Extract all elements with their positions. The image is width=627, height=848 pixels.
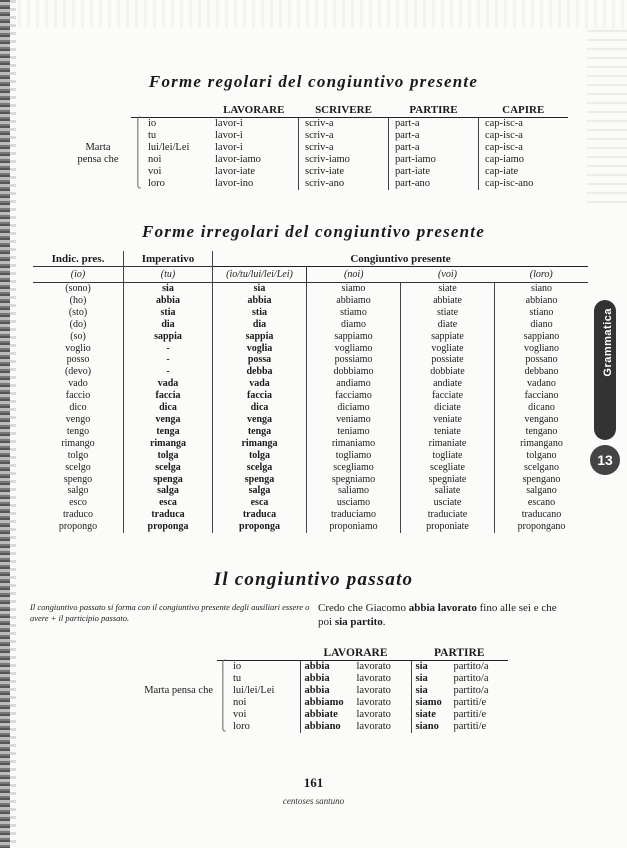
conjugation-cell: abbiate (401, 295, 495, 307)
example-text-3: . (382, 616, 386, 628)
conjugation-cell: siano (530, 283, 553, 294)
conjugation-cell: facciate (401, 390, 495, 402)
verb-form: part-a (389, 142, 479, 154)
conjugation-cell: propongano (517, 521, 566, 533)
table-row (118, 685, 508, 697)
brace-cell: ⎪ (134, 142, 142, 153)
conjugation-cell: tengo (33, 426, 124, 438)
verb-form: part-iate (389, 166, 479, 178)
conjugation-cell: (devo) (33, 366, 124, 378)
table-row (65, 178, 568, 190)
participle-partire: partiti/e (453, 721, 487, 732)
conjugation-cell: diamo (307, 319, 401, 331)
conjugation-cell: proponga (239, 521, 280, 533)
conjugation-cell: proponiamo (307, 521, 401, 533)
pronoun: io (148, 118, 157, 129)
table-row (118, 661, 508, 674)
intro-cell: Marta pensa che (144, 685, 213, 696)
table-row (65, 142, 568, 154)
conjugation-cell: tolgano (526, 449, 557, 461)
conjugation-cell: dicano (528, 402, 555, 414)
participle-lavorare: lavorato (356, 673, 391, 684)
conjugation-cell: tolgo (33, 450, 124, 462)
conjugation-cell: voglio (33, 343, 124, 355)
conjugation-cell: salga (248, 485, 271, 497)
table-row (33, 509, 588, 521)
conjugation-cell: siate (401, 283, 495, 295)
participle-partire: partito/a (453, 685, 489, 696)
pronoun: noi (233, 697, 247, 708)
conjugation-cell: (so) (33, 331, 124, 343)
section1-title: Forme regolari del congiuntivo presente (148, 72, 479, 91)
passato-note: Il congiuntivo passato si forma con il congiuntivo presente degli ausiliari essere o avere + il participio passato. (30, 602, 310, 623)
conjugation-cell: - (124, 343, 213, 355)
conjugation-cell: traduca (242, 509, 277, 521)
conjugation-cell: facciano (524, 390, 559, 402)
example-text-1: Credo che Giacomo (318, 602, 409, 614)
conjugation-cell: traduco (33, 509, 124, 521)
verb-form: lavor-i (215, 118, 243, 129)
conjugation-cell: venga (247, 413, 272, 425)
conjugation-cell: spenga (244, 473, 275, 485)
passato-table (118, 645, 508, 733)
section3-title: Il congiuntivo passato (213, 569, 414, 590)
conjugation-cell: diciamo (307, 402, 401, 414)
table-row (33, 343, 588, 355)
conjugation-cell: vogliate (401, 343, 495, 355)
verb-form: part-a (389, 118, 479, 131)
aux-essere: sia (411, 673, 452, 685)
brace-cell: ⎪ (219, 673, 227, 684)
header-lavorare: LAVORARE (209, 103, 299, 118)
conjugation-cell: scelga (124, 462, 213, 474)
aux-avere: abbiano (300, 721, 355, 733)
intro-cell: pensa che (77, 154, 119, 165)
conjugation-cell: dobbiate (401, 366, 495, 378)
conjugation-cell: proponiate (401, 521, 495, 533)
conjugation-cell: spegniate (401, 474, 495, 486)
section2-title: Forme irregolari del congiuntivo presente (142, 222, 485, 241)
conjugation-cell: possano (525, 354, 558, 366)
conjugation-cell: stia (252, 306, 267, 318)
aux-essere: siamo (411, 697, 452, 709)
conjugation-cell: scegliate (401, 462, 495, 474)
brace-cell: ⎩ (219, 721, 227, 732)
aux-avere: abbia (300, 685, 355, 697)
table-row (65, 154, 568, 166)
conjugation-cell: usciamo (307, 497, 401, 509)
conjugation-cell: propongo (33, 521, 124, 533)
conjugation-cell: escano (527, 497, 556, 509)
subheader: (tu) (124, 267, 213, 283)
conjugation-cell: abbia (124, 295, 213, 307)
conjugation-cell: rimanga (124, 438, 213, 450)
participle-lavorare: lavorato (356, 697, 391, 708)
verb-form: scriv-a (299, 118, 389, 131)
conjugation-cell: - (124, 366, 213, 378)
brace-cell: ⎩ (134, 178, 142, 189)
conjugation-cell: saliamo (307, 485, 401, 497)
conjugation-cell: sia (124, 283, 213, 295)
conjugation-cell: vengo (33, 414, 124, 426)
participle-lavorare: lavorato (356, 709, 391, 720)
verb-form: part-iamo (389, 154, 479, 166)
table-row (33, 366, 588, 378)
header-indic-pres: Indic. pres. (33, 251, 124, 267)
brace-cell: ⎪ (134, 130, 142, 141)
table-row (118, 721, 508, 733)
table-row (33, 307, 588, 319)
intro-cell (118, 673, 217, 685)
scan-noise-top (0, 0, 627, 28)
conjugation-cell: stiamo (307, 307, 401, 319)
intro-cell (65, 178, 131, 190)
brace-cell: ⎪ (134, 154, 142, 165)
intro-cell (65, 166, 131, 178)
subheader: (io/tu/lui/lei/Lei) (213, 267, 307, 283)
conjugation-cell: rimangano (520, 437, 563, 449)
header-partire-passato: PARTIRE (411, 645, 508, 661)
conjugation-cell: voglia (246, 342, 273, 354)
conjugation-cell: abbiano (525, 294, 558, 306)
conjugation-cell: dico (33, 402, 124, 414)
header-imperativo: Imperativo (124, 251, 213, 267)
conjugation-cell: spengano (522, 473, 561, 485)
verb-form: scriv-a (299, 130, 389, 142)
conjugation-cell: togliamo (307, 450, 401, 462)
table-row (33, 331, 588, 343)
conjugation-cell: tenga (247, 425, 272, 437)
conjugation-cell: tenga (124, 426, 213, 438)
example-bold-2: sia partito (334, 616, 383, 628)
example-text-2: fino alle sei e che poi (318, 602, 557, 628)
aux-avere: abbia (300, 673, 355, 685)
conjugation-cell: (ho) (33, 295, 124, 307)
participle-lavorare: lavorato (356, 721, 391, 732)
pronoun: voi (148, 166, 162, 177)
intro-cell (118, 661, 217, 674)
conjugation-cell: - (124, 354, 213, 366)
subheader: (io) (33, 267, 124, 283)
conjugation-cell: (sono) (33, 283, 124, 295)
regular-forms-table (65, 103, 568, 190)
pronoun: lui/lei/Lei (148, 142, 190, 153)
conjugation-cell: siamo (307, 283, 401, 295)
aux-essere: siate (411, 709, 452, 721)
conjugation-cell: rimaniate (401, 438, 495, 450)
conjugation-cell: sappiate (401, 331, 495, 343)
verb-form: cap-isc-a (479, 118, 569, 131)
aux-essere: sia (411, 685, 452, 697)
table-row (118, 709, 508, 721)
pronoun: loro (233, 721, 250, 732)
conjugation-cell: saliate (401, 485, 495, 497)
brace-cell: ⎧ (134, 118, 142, 129)
conjugation-cell: vada (249, 378, 270, 390)
conjugation-cell: togliate (401, 450, 495, 462)
conjugation-cell: (sto) (33, 307, 124, 319)
header-lavorare-passato: LAVORARE (300, 645, 411, 661)
conjugation-cell: veniate (401, 414, 495, 426)
intro-cell (118, 721, 217, 733)
conjugation-cell: posso (33, 354, 124, 366)
conjugation-cell: salgo (33, 485, 124, 497)
conjugation-cell: possa (247, 354, 272, 366)
conjugation-cell: sappiamo (307, 331, 401, 343)
table-row (33, 378, 588, 390)
table-row (33, 521, 588, 533)
conjugation-cell: stia (124, 307, 213, 319)
verb-form: scriv-iamo (299, 154, 389, 166)
pronoun: tu (148, 130, 157, 141)
verb-form: part-ano (389, 178, 479, 190)
conjugation-cell: rimaniamo (307, 438, 401, 450)
book-spine-shadow (10, 0, 16, 848)
pronoun: loro (148, 178, 165, 189)
table-row (65, 118, 568, 131)
conjugation-cell: teniate (401, 426, 495, 438)
conjugation-cell: usciate (401, 497, 495, 509)
pronoun: tu (233, 673, 242, 684)
conjugation-cell: vado (33, 378, 124, 390)
conjugation-cell: tolga (124, 450, 213, 462)
participle-lavorare: lavorato (356, 685, 391, 696)
pronoun: voi (233, 709, 247, 720)
table-row (33, 426, 588, 438)
intro-cell (118, 709, 217, 721)
conjugation-cell: tengano (525, 425, 558, 437)
verb-form: scriv-ano (299, 178, 389, 190)
conjugation-cell: salga (124, 485, 213, 497)
conjugation-cell: esca (124, 497, 213, 509)
brace-cell: ⎪ (219, 685, 227, 696)
table-row (33, 438, 588, 450)
conjugation-cell: dobbiamo (307, 366, 401, 378)
conjugation-cell: vadano (527, 378, 556, 390)
table-row (33, 497, 588, 509)
scan-noise-right (587, 30, 627, 210)
conjugation-cell: (do) (33, 319, 124, 331)
conjugation-cell: veniamo (307, 414, 401, 426)
conjugation-cell: stiano (529, 306, 554, 318)
table-row (65, 130, 568, 142)
conjugation-cell: sappia (245, 330, 274, 342)
conjugation-cell: spegniamo (307, 474, 401, 486)
table-row (33, 474, 588, 486)
conjugation-cell: traduciamo (307, 509, 401, 521)
conjugation-cell: tolga (248, 449, 271, 461)
conjugation-cell: scelgo (33, 462, 124, 474)
conjugation-cell: spenga (124, 474, 213, 486)
table-row (33, 295, 588, 307)
conjugation-cell: stiate (401, 307, 495, 319)
table-row (118, 697, 508, 709)
intro-cell (118, 697, 217, 709)
conjugation-cell: andiate (401, 378, 495, 390)
brace-cell: ⎧ (219, 661, 227, 672)
conjugation-cell: proponga (124, 521, 213, 533)
pronoun: lui/lei/Lei (233, 685, 275, 696)
verb-form: scriv-iate (299, 166, 389, 178)
header-scrivere: SCRIVERE (299, 103, 389, 118)
conjugation-cell: vogliano (524, 342, 559, 354)
conjugation-cell: diano (530, 318, 553, 330)
aux-avere: abbiamo (300, 697, 355, 709)
intro-cell: Marta (85, 142, 111, 153)
intro-cell (65, 118, 131, 131)
table-row (33, 354, 588, 366)
conjugation-cell: traduciate (401, 509, 495, 521)
conjugation-cell: esca (250, 497, 269, 509)
page-number: 161 (303, 775, 324, 790)
conjugation-cell: scelgano (524, 461, 559, 473)
intro-cell (65, 130, 131, 142)
conjugation-cell: possiate (401, 354, 495, 366)
table-row (33, 450, 588, 462)
participle-lavorare: lavorato (356, 661, 391, 672)
subheader: (noi) (307, 267, 401, 283)
verb-form: part-a (389, 130, 479, 142)
conjugation-cell: andiamo (307, 378, 401, 390)
conjugation-cell: dia (124, 319, 213, 331)
participle-partire: partito/a (453, 673, 489, 684)
conjugation-cell: abbia (247, 294, 272, 306)
book-spine-edge (0, 0, 10, 848)
conjugation-cell: diate (401, 319, 495, 331)
table-row (33, 402, 588, 414)
header-congiuntivo: Congiuntivo presente (213, 251, 589, 267)
subheader: (voi) (401, 267, 495, 283)
conjugation-cell: rimanga (241, 437, 278, 449)
participle-partire: partiti/e (453, 709, 487, 720)
verb-form: lavor-iamo (215, 154, 261, 165)
conjugation-cell: teniamo (307, 426, 401, 438)
pronoun: io (233, 661, 242, 672)
conjugation-cell: vada (124, 378, 213, 390)
conjugation-cell: scelga (246, 461, 273, 473)
verb-form: cap-isc-a (479, 130, 569, 142)
table-row (33, 485, 588, 497)
conjugation-cell: vogliamo (307, 343, 401, 355)
example-sentence (318, 601, 558, 629)
sidebar-pill (594, 300, 616, 440)
aux-avere: abbia (300, 661, 355, 674)
conjugation-cell: faccia (124, 390, 213, 402)
brace-cell: ⎪ (219, 709, 227, 720)
verb-form: cap-isc-ano (479, 178, 569, 190)
conjugation-cell: vengano (524, 413, 559, 425)
sidebar-label: Grammatica (602, 308, 614, 377)
verb-form: cap-iate (479, 166, 569, 178)
table-row (33, 319, 588, 331)
subheader: (loro) (495, 267, 589, 283)
conjugation-cell: dica (250, 402, 269, 414)
brace-cell: ⎪ (134, 166, 142, 177)
header-partire: PARTIRE (389, 103, 479, 118)
conjugation-cell: rimango (33, 438, 124, 450)
table-row (118, 673, 508, 685)
table-row (65, 166, 568, 178)
participle-partire: partito/a (453, 661, 489, 672)
conjugation-cell: sappia (124, 331, 213, 343)
chapter-number-badge: 13 (590, 445, 620, 475)
conjugation-cell: faccia (247, 390, 272, 402)
conjugation-cell: scegliamo (307, 462, 401, 474)
conjugation-cell: sappiano (523, 330, 560, 342)
aux-essere: sia (411, 661, 452, 674)
verb-form: lavor-i (215, 142, 243, 153)
conjugation-cell: debba (246, 366, 273, 378)
aux-avere: abbiate (300, 709, 355, 721)
example-bold-1: abbia lavorato (408, 602, 477, 614)
conjugation-cell: faccio (33, 390, 124, 402)
conjugation-cell: esco (33, 497, 124, 509)
conjugation-cell: debbano (524, 366, 559, 378)
verb-form: lavor-iate (215, 166, 256, 177)
conjugation-cell: facciamo (307, 390, 401, 402)
aux-essere: siano (411, 721, 452, 733)
conjugation-cell: salgano (526, 485, 557, 497)
table-row (33, 390, 588, 402)
conjugation-cell: traducano (521, 509, 562, 521)
verb-form: scriv-a (299, 142, 389, 154)
sidebar-tab (590, 300, 620, 485)
participle-partire: partiti/e (453, 697, 487, 708)
table-row (33, 414, 588, 426)
conjugation-cell: dia (252, 318, 267, 330)
conjugation-cell: traduca (124, 509, 213, 521)
header-capire: CAPIRE (479, 103, 569, 118)
conjugation-cell: sia (253, 283, 266, 294)
conjugation-cell: abbiamo (307, 295, 401, 307)
pronoun: noi (148, 154, 162, 165)
page-footer: centoses santuno (282, 796, 345, 806)
conjugation-cell: possiamo (307, 354, 401, 366)
conjugation-cell: dica (124, 402, 213, 414)
irregular-forms-table (33, 251, 588, 533)
table-row (33, 462, 588, 474)
verb-form: cap-iamo (479, 154, 569, 166)
verb-form: lavor-i (215, 130, 243, 141)
brace-cell: ⎪ (219, 697, 227, 708)
verb-form: cap-isc-a (479, 142, 569, 154)
verb-form: lavor-ino (215, 178, 254, 189)
conjugation-cell: venga (124, 414, 213, 426)
conjugation-cell: diciate (401, 402, 495, 414)
conjugation-cell: spengo (33, 474, 124, 486)
table-row (33, 283, 588, 295)
